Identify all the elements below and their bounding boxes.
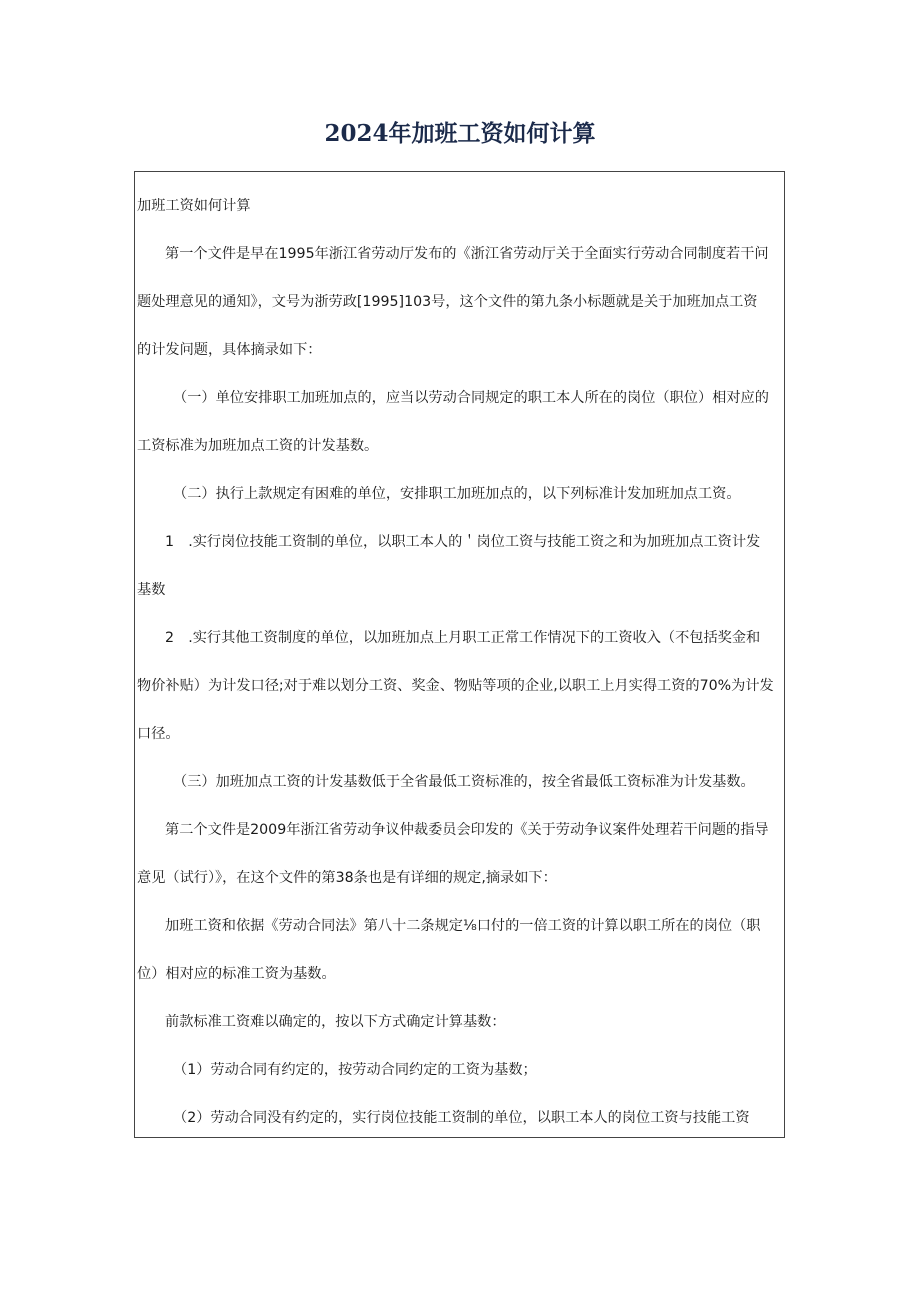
paragraph-line: （三）加班加点工资的计发基数低于全省最低工资标准的，按全省最低工资标准为计发基数。	[173, 774, 755, 790]
paragraph-line: 物价补贴）为计发口径;对于难以划分工资、奖金、物贴等项的企业,以职工上月实得工资的70%为计发	[137, 678, 774, 694]
paragraph	[137, 998, 784, 1046]
paragraph-line: （2）劳动合同没有约定的，实行岗位技能工资制的单位，以职工本人的岗位工资与技能工资	[173, 1110, 750, 1126]
paragraph	[137, 806, 784, 902]
content-box	[134, 171, 785, 1138]
paragraph-line: （一）单位安排职工加班加点的，应当以劳动合同规定的职工本人所在的岗位（职位）相对应的	[173, 390, 769, 406]
paragraph	[137, 614, 784, 758]
paragraph-line: 的计发问题，具体摘录如下：	[137, 342, 322, 358]
paragraph	[137, 1046, 784, 1094]
paragraph-line: 2 .实行其他工资制度的单位，以加班加点上月职工正常工作情况下的工资收入（不包括奖金和	[165, 630, 761, 646]
paragraph	[137, 518, 784, 614]
document-title: 2024年加班工资如何计算	[324, 120, 596, 147]
paragraph	[137, 1094, 784, 1138]
paragraph	[137, 902, 784, 998]
paragraph-line: 1 .实行岗位技能工资制的单位，以职工本人的＇岗位工资与技能工资之和为加班加点工资计发	[165, 534, 761, 550]
section-heading	[137, 182, 784, 230]
paragraph-line: 第二个文件是2009年浙江省劳动争议仲裁委员会印发的《关于劳动争议案件处理若干问题的指导	[165, 822, 769, 838]
paragraph-line: 意见（试行）》，在这个文件的第38条也是有详细的规定,摘录如下：	[137, 870, 557, 886]
paragraph-line: 基数	[137, 582, 166, 598]
paragraph	[137, 374, 784, 470]
paragraph-line: 位）相对应的标准工资为基数。	[137, 966, 336, 982]
paragraph-line: 工资标准为加班加点工资的计发基数。	[137, 438, 379, 454]
paragraph-line: 加班工资如何计算	[137, 198, 251, 214]
paragraph	[137, 758, 784, 806]
paragraph-line: 加班工资和依据《劳动合同法》第八十二条规定⅛口付的一倍工资的计算以职工所在的岗位（职	[165, 918, 761, 934]
paragraph-line: 第一个文件是早在1995年浙江省劳动厅发布的《浙江省劳动厅关于全面实行劳动合同制度若干问	[165, 246, 769, 262]
paragraph-line: 口径。	[137, 726, 180, 742]
paragraph	[137, 470, 784, 518]
paragraph-line: （1）劳动合同有约定的，按劳动合同约定的工资为基数；	[173, 1062, 537, 1078]
paragraph	[137, 230, 784, 374]
paragraph-line: （二）执行上款规定有困难的单位，安排职工加班加点的，以下列标准计发加班加点工资。	[173, 486, 741, 502]
paragraph-line: 题处理意见的通知》，文号为浙劳政[1995]103号，这个文件的第九条小标题就是关于加班加点工资	[137, 294, 758, 310]
paragraph-line: 前款标准工资难以确定的，按以下方式确定计算基数：	[165, 1014, 506, 1030]
